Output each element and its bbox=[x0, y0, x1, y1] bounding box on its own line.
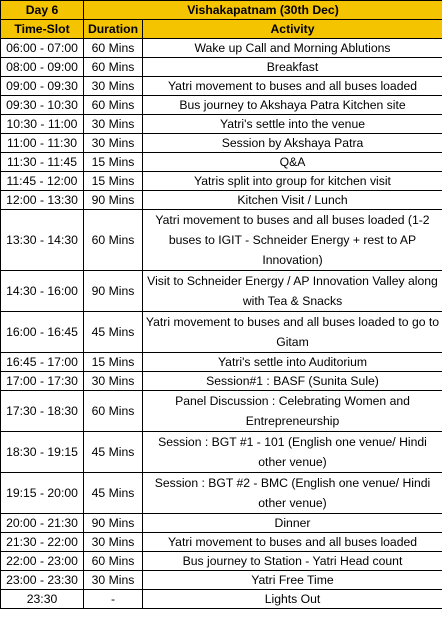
activity-cell: Session by Akshaya Patra bbox=[143, 134, 442, 153]
table-row bbox=[1, 533, 442, 552]
time-slot-cell: 17:30 - 18:30 bbox=[1, 391, 84, 432]
activity-cell: Yatri movement to buses and all buses loaded bbox=[143, 77, 442, 96]
time-slot-cell: 23:30 bbox=[1, 590, 84, 609]
table-row bbox=[1, 210, 442, 271]
column-header-row bbox=[1, 20, 442, 39]
table-row bbox=[1, 372, 442, 391]
time-slot-cell: 19:15 - 20:00 bbox=[1, 473, 84, 514]
duration-cell: 60 Mins bbox=[84, 96, 143, 115]
activity-cell: Session : BGT #2 - BMC (English one venue/ Hindi other venue) bbox=[143, 473, 442, 514]
activity-cell: Yatri movement to buses and all buses loaded bbox=[143, 533, 442, 552]
duration-cell: 15 Mins bbox=[84, 172, 143, 191]
duration-cell: 90 Mins bbox=[84, 514, 143, 533]
table-row bbox=[1, 191, 442, 210]
time-slot-cell: 18:30 - 19:15 bbox=[1, 432, 84, 473]
activity-cell: Visit to Schneider Energy / AP Innovation Valley along with Tea & Snacks bbox=[143, 271, 442, 312]
activity-cell: Yatri's settle into the venue bbox=[143, 115, 442, 134]
duration-cell: 30 Mins bbox=[84, 115, 143, 134]
activity-cell: Yatri Free Time bbox=[143, 571, 442, 590]
activity-cell: Session : BGT #1 - 101 (English one venue/ Hindi other venue) bbox=[143, 432, 442, 473]
time-slot-cell: 14:30 - 16:00 bbox=[1, 271, 84, 312]
table-row bbox=[1, 312, 442, 353]
table-row bbox=[1, 514, 442, 533]
time-slot-cell: 11:45 - 12:00 bbox=[1, 172, 84, 191]
time-slot-cell: 11:00 - 11:30 bbox=[1, 134, 84, 153]
time-slot-cell: 09:30 - 10:30 bbox=[1, 96, 84, 115]
location-date-title: Vishakapatnam (30th Dec) bbox=[84, 1, 442, 20]
table-row bbox=[1, 58, 442, 77]
time-slot-cell: 16:00 - 16:45 bbox=[1, 312, 84, 353]
duration-cell: 30 Mins bbox=[84, 533, 143, 552]
time-slot-cell: 11:30 - 11:45 bbox=[1, 153, 84, 172]
activity-cell: Panel Discussion : Celebrating Women and Entrepreneurship bbox=[143, 391, 442, 432]
title-row bbox=[1, 1, 442, 20]
time-slot-cell: 06:00 - 07:00 bbox=[1, 39, 84, 58]
duration-cell: 45 Mins bbox=[84, 312, 143, 353]
time-slot-cell: 12:00 - 13:30 bbox=[1, 191, 84, 210]
column-header-time-slot: Time-Slot bbox=[1, 20, 84, 39]
activity-cell: Q&A bbox=[143, 153, 442, 172]
table-row bbox=[1, 39, 442, 58]
duration-cell: 90 Mins bbox=[84, 191, 143, 210]
duration-cell: 15 Mins bbox=[84, 153, 143, 172]
table-row bbox=[1, 153, 442, 172]
table-row bbox=[1, 432, 442, 473]
duration-cell: 60 Mins bbox=[84, 391, 143, 432]
activity-cell: Session#1 : BASF (Sunita Sule) bbox=[143, 372, 442, 391]
table-row bbox=[1, 353, 442, 372]
duration-cell: 15 Mins bbox=[84, 353, 143, 372]
activity-cell: Bus journey to Station - Yatri Head count bbox=[143, 552, 442, 571]
duration-cell: 30 Mins bbox=[84, 77, 143, 96]
table-row bbox=[1, 134, 442, 153]
duration-cell: 60 Mins bbox=[84, 58, 143, 77]
table-row bbox=[1, 590, 442, 609]
table-row bbox=[1, 96, 442, 115]
duration-cell: 30 Mins bbox=[84, 571, 143, 590]
time-slot-cell: 17:00 - 17:30 bbox=[1, 372, 84, 391]
activity-cell: Kitchen Visit / Lunch bbox=[143, 191, 442, 210]
day-label: Day 6 bbox=[1, 1, 84, 20]
activity-cell: Yatris split into group for kitchen visit bbox=[143, 172, 442, 191]
table-row bbox=[1, 115, 442, 134]
time-slot-cell: 20:00 - 21:30 bbox=[1, 514, 84, 533]
activity-cell: Breakfast bbox=[143, 58, 442, 77]
activity-cell: Yatri movement to buses and all buses loaded to go to Gitam bbox=[143, 312, 442, 353]
time-slot-cell: 08:00 - 09:00 bbox=[1, 58, 84, 77]
time-slot-cell: 23:00 - 23:30 bbox=[1, 571, 84, 590]
time-slot-cell: 09:00 - 09:30 bbox=[1, 77, 84, 96]
table-row bbox=[1, 552, 442, 571]
duration-cell: 45 Mins bbox=[84, 473, 143, 514]
activity-cell: Yatri's settle into Auditorium bbox=[143, 353, 442, 372]
table-row bbox=[1, 77, 442, 96]
time-slot-cell: 13:30 - 14:30 bbox=[1, 210, 84, 271]
duration-cell: 60 Mins bbox=[84, 210, 143, 271]
duration-cell: 30 Mins bbox=[84, 134, 143, 153]
duration-cell: 60 Mins bbox=[84, 39, 143, 58]
time-slot-cell: 16:45 - 17:00 bbox=[1, 353, 84, 372]
duration-cell: 30 Mins bbox=[84, 372, 143, 391]
table-row bbox=[1, 172, 442, 191]
time-slot-cell: 22:00 - 23:00 bbox=[1, 552, 84, 571]
activity-cell: Dinner bbox=[143, 514, 442, 533]
time-slot-cell: 21:30 - 22:00 bbox=[1, 533, 84, 552]
activity-cell: Bus journey to Akshaya Patra Kitchen site bbox=[143, 96, 442, 115]
duration-cell: 90 Mins bbox=[84, 271, 143, 312]
table-row bbox=[1, 571, 442, 590]
duration-cell: 45 Mins bbox=[84, 432, 143, 473]
table-row bbox=[1, 271, 442, 312]
activity-cell: Lights Out bbox=[143, 590, 442, 609]
time-slot-cell: 10:30 - 11:00 bbox=[1, 115, 84, 134]
column-header-activity: Activity bbox=[143, 20, 442, 39]
table-row bbox=[1, 473, 442, 514]
duration-cell: 60 Mins bbox=[84, 552, 143, 571]
column-header-duration: Duration bbox=[84, 20, 143, 39]
activity-cell: Wake up Call and Morning Ablutions bbox=[143, 39, 442, 58]
table-row bbox=[1, 391, 442, 432]
duration-cell: - bbox=[84, 590, 143, 609]
activity-cell: Yatri movement to buses and all buses loaded (1-2 buses to IGIT - Schneider Energy + rest to AP Innovation) bbox=[143, 210, 442, 271]
